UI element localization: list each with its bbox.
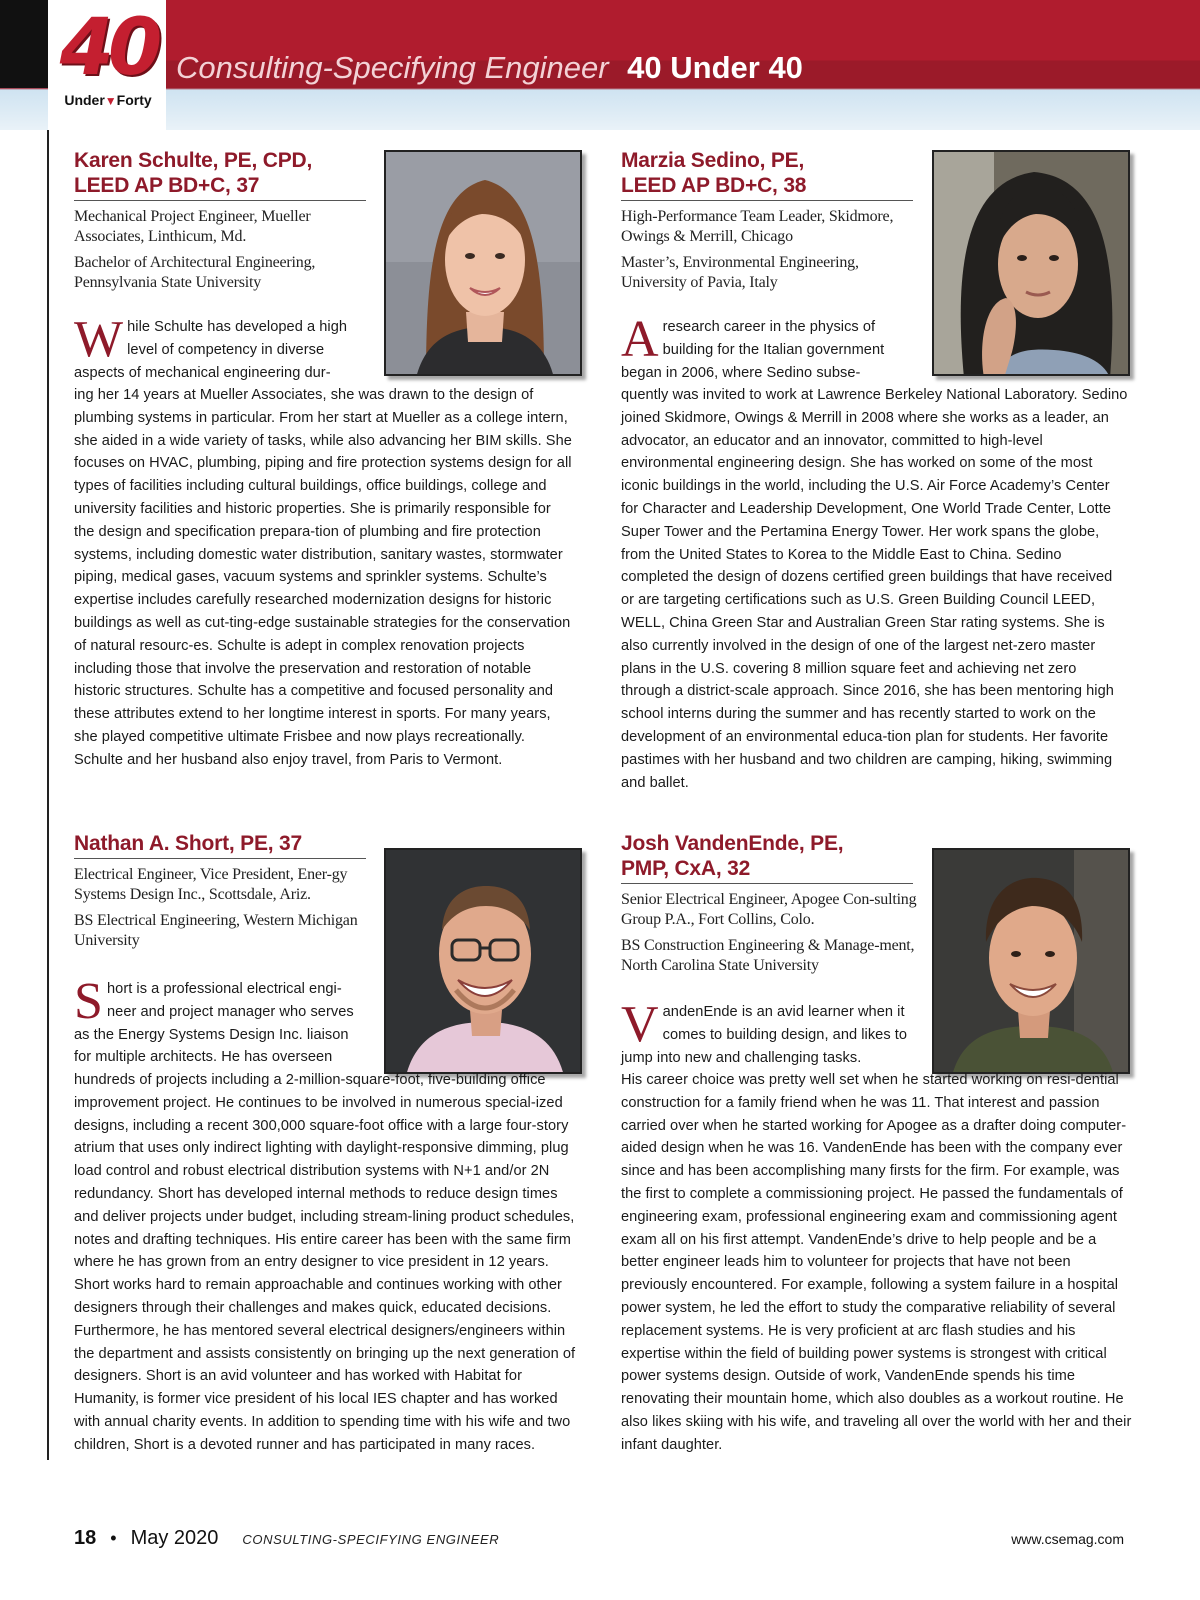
name-line-2: LEED AP BD+C, 38 [621, 174, 807, 197]
forty-under-forty-logo [48, 0, 166, 140]
profile-name [621, 831, 913, 884]
drop-cap: V [621, 996, 659, 1053]
feature-name: 40 Under 40 [627, 50, 803, 85]
name-line-2: LEED AP BD+C, 37 [74, 174, 260, 197]
bio-lead-text: research career in the physics of building for the Italian government began in 2006, where Sedino subse- [621, 319, 885, 381]
profile-position: Senior Electrical Engineer, Apogee Con-sulting Group P.A., Fort Collins, Colo. [621, 891, 917, 928]
publication-name: Consulting-Specifying Engineer [176, 50, 609, 85]
drop-cap: A [621, 311, 659, 368]
profile-bio-lead [621, 311, 911, 384]
profile-education: Master’s, Environmental Engineering, University of Pavia, Italy [621, 254, 859, 291]
footer-publication: CONSULTING-SPECIFYING ENGINEER [242, 1532, 500, 1547]
profile-bio-lead [74, 311, 364, 384]
profile-bio-lead [74, 973, 366, 1069]
profile-bio: quently was invited to work at Lawrence Berkeley National Laboratory. Sedino joined Skidmore, Owings & Merrill in 2008 where she works as a leader, an advocator, an educator and an innovator, committed to high-level environmental engineering design. She has worked on some of the most iconic buildings in the world, including the U.S. Air Force Academy’s Center for Character and Leadership Development, One World Trade Center, Lotte Super Tower and the Pertamina Energy Tower. Her work spans the globe, from the United States to Korea to the Middle East to China. Sedino completed the design of dozens certified green buildings that have received or are targeting certifications such as U.S. Green Building Council LEED, WELL, China Green Star and Australian Green Star rating systems. She is also currently involved in the design of one of the largest net-zero master plans in the U.S. covering 8 million square feet and achieving net zero through a district-scale approach. Since 2016, she has been mentoring high school interns during the summer and has recently started to work on the development of an environmental educa-tion plan for students. Her favorite pastimes with her husband and two children are camping, hiking, swimming and ballet. [621, 387, 1128, 791]
profile-photo [932, 848, 1130, 1074]
profile-name [74, 148, 366, 201]
down-triangle-icon: ▼ [104, 94, 117, 108]
name-line-1: Josh VandenEnde, PE, [621, 832, 844, 855]
profile-education: BS Electrical Engineering, Western Michigan University [74, 912, 358, 949]
profile-bio-lead [621, 996, 911, 1069]
portrait-josh-vandenende [934, 850, 1130, 1074]
logo-caption [54, 92, 162, 108]
profile-photo [932, 150, 1130, 376]
logo-forty: Forty [116, 92, 152, 108]
logo-number: 40 [59, 3, 157, 93]
profile-education: BS Construction Engineering & Manage-ment, North Carolina State University [621, 937, 915, 974]
issue-date: May 2020 [130, 1527, 219, 1549]
profile-education: Bachelor of Architectural Engineering, Pennsylvania State University [74, 254, 316, 291]
header-black-bar [0, 0, 50, 88]
page-number: 18 [74, 1527, 97, 1549]
profile-bio: His career choice was pretty well set when he started working on resi-dential construction for a family friend when he was 11. That interest and passion carried over when he started working for Apogee as a drafter doing computer-aided design when he was 16. VandenEnde has been with the company ever since and has been accomplishing many firsts for the firm. For example, was the first to complete a commissioning project. He passed the fundamentals of engineering exam, professional engineering exam and commissioning agent exam all on his first attempt. VandenEnde’s drive to help people and be a better engineer leads him to volunteer for projects that have not been previously encountered. For example, following a system failure in a hospital power system, he led the effort to study the comparative reliability of several replacement systems. He is very proficient at arc flash studies and his expertise within the field of building power systems is strongest with critical power systems design. Outside of work, VandenEnde spends his time renovating their mountain home, which also doubles as a workout routine. He also likes skiing with his wife, and traveling all over the world with her and their infant daughter. [621, 1072, 1132, 1453]
name-line-1: Nathan A. Short, PE, 37 [74, 832, 302, 855]
bio-lead-text: hile Schulte has developed a high level of competency in diverse aspects of mechanical engineering dur- [74, 319, 348, 381]
profile-photo [384, 848, 582, 1074]
logo-under: Under [64, 92, 105, 108]
profile-name [621, 148, 913, 201]
profile-bio: ing her 14 years at Mueller Associates, she was drawn to the design of plumbing systems in particular. From her start at Mueller as a college intern, she aided in a wide variety of tasks, while also advancing her BIM skills. She focuses on HVAC, plumbing, piping and fire protection systems design for all types of facilities including cultural buildings, office buildings, college and university facilities and historic properties. She is primarily responsible for the design and specification prepara-tion of plumbing and fire protection systems, including domestic water distribution, sanitary wastes, stormwater piping, medical gases, vacuum systems and sprinkler systems. Schulte’s expertise includes carefully researched modernization designs for historic buildings as well as cut-ting-edge sustainable strategies for the conservation of natural resourc-es. Schulte is adept in complex renovation projects including those that involve the preservation and restoration of notable historic structures. Schulte has a competitive and focused personality and these attributes extend to her longtime interest in sports. For many years, she played competitive ultimate Frisbee and now plays recreationally. Schulte and her husband also enjoy travel, from Paris to Vermont. [74, 387, 572, 768]
left-margin-rule [47, 130, 49, 1460]
drop-cap: S [74, 973, 103, 1030]
name-line-2: PMP, CxA, 32 [621, 857, 751, 880]
name-line-1: Karen Schulte, PE, CPD, [74, 149, 313, 172]
profile-name [74, 831, 366, 859]
header-title [176, 48, 803, 88]
bio-lead-text: andenEnde is an avid learner when it comes to building design, and likes to jump into new and challenging tasks. [621, 1004, 908, 1066]
profile-position: Mechanical Project Engineer, Mueller Associates, Linthicum, Md. [74, 208, 311, 245]
profile-position: Electrical Engineer, Vice President, Ener-gy Systems Design Inc., Scottsdale, Ariz. [74, 866, 348, 903]
bio-lead-text: hort is a professional electrical engi-neer and project manager who serves as the Energy Systems Design Inc. liaison for multiple architects. He has overseen [74, 981, 354, 1066]
website-link[interactable]: www.csemag.com [1011, 1531, 1124, 1547]
bullet-separator: • [110, 1528, 117, 1548]
profile-photo [384, 150, 582, 376]
profile-bio: hundreds of projects including a 2-million-square-foot, five-building office improvement project. He continues to be involved in numerous special-ized designs, including a recent 300,000 square-foot office with a large four-story atrium that uses only indirect lighting with daylight-responsive dimming, plug load control and robust electrical distribution systems with N+1 and/or 2N redundancy. Short has developed internal methods to reduce design times and deliver projects under budget, including stream-lining product schedules, notes and drafting techniques. His entire career has been with the same firm where he has grown from an entry designer to vice president in 12 years. Short works hard to remain approachable and continues working with other designers through their challenges and makes quick, educated decisions. Furthermore, he has mentored several electrical designers/engineers within the department and assists consistently on bringing up the next generation of designers. Short is an avid volunteer and has worked with Habitat for Humanity, is former vice president of his local IES chapter and has worked with annual charity events. In addition to spending time with his wife and two children, Short is a devoted runner and has participated in many races. [74, 1072, 576, 1453]
portrait-marzia-sedino [934, 152, 1130, 376]
portrait-karen-schulte [386, 152, 582, 376]
name-line-1: Marzia Sedino, PE, [621, 149, 805, 172]
page-footer [74, 1527, 1124, 1557]
page-header [0, 0, 1200, 130]
drop-cap: W [74, 311, 124, 368]
portrait-nathan-short [386, 850, 582, 1074]
profile-position: High-Performance Team Leader, Skidmore, Owings & Merrill, Chicago [621, 208, 894, 245]
